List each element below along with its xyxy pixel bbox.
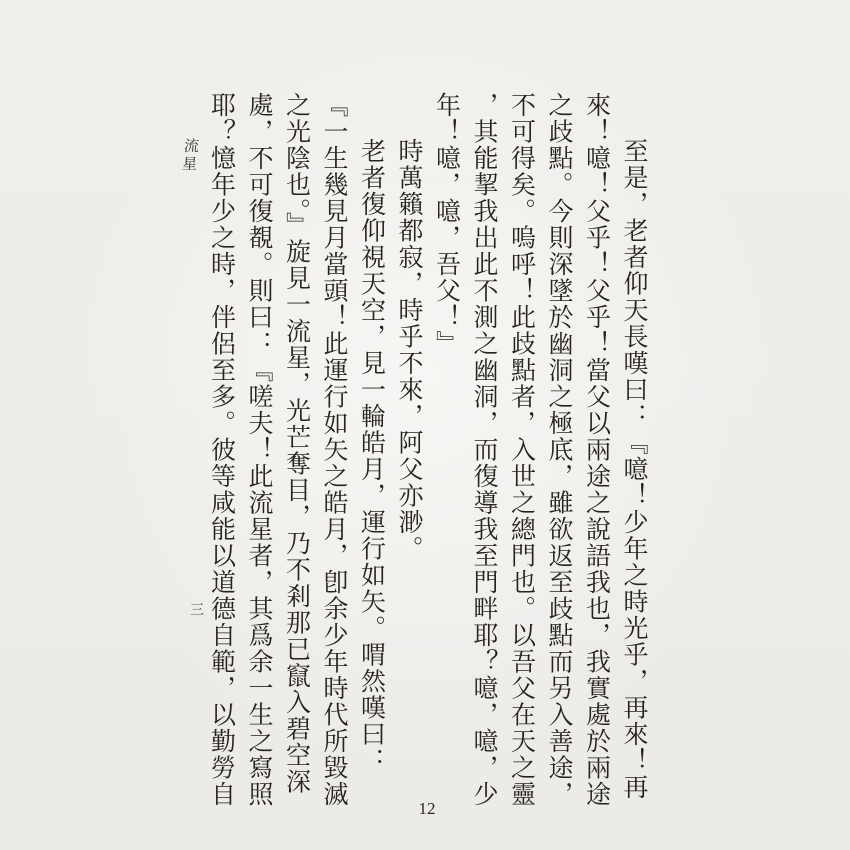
text-column: 之光陰也。』旋見一流星，光芒奪目，乃不剎那已竄入碧空深 bbox=[282, 92, 310, 795]
vertical-text-block bbox=[202, 92, 652, 818]
text-column: 處，不可復覩。則曰：『嗟夫！此流星者，其爲余一生之寫照 bbox=[245, 92, 272, 808]
text-column: 耶？憶年少之時，伴侶至多。彼等咸能以道德自範，以勤勞自 bbox=[207, 92, 235, 808]
text-column: 時萬籟都寂，時乎不來，阿父亦渺。 bbox=[395, 138, 422, 562]
page-number: 12 bbox=[418, 799, 436, 818]
text-column: 『一生幾見月當頭！此運行如矢之皓月，卽余少年時代所毀滅 bbox=[320, 92, 347, 808]
folio-number: 三 bbox=[188, 602, 203, 616]
text-column: 不可得矣。嗚呼！此歧點者，入世之總門也。以吾父在天之靈 bbox=[507, 92, 535, 808]
running-title: 流星 bbox=[179, 138, 199, 174]
text-column: 來！噫！父乎！父乎！當父以兩途之說語我也，我實處於兩途 bbox=[582, 92, 610, 808]
text-column: 之歧點。今則深墜於幽洞之極底，雖欲返至歧點而另入善途， bbox=[545, 92, 572, 808]
text-column: 年！噫，噫，吾父！』 bbox=[432, 92, 460, 357]
text-column: ，其能挈我出此不測之幽洞，而復導我至門畔耶？噫，噫，少 bbox=[470, 92, 497, 808]
text-column: 老者復仰視天空，見一輪皓月，運行如矢。喟然嘆曰： bbox=[357, 138, 385, 774]
text-column: 至是，老者仰天長嘆曰：『噫！少年之時光乎，再來！再 bbox=[620, 138, 647, 801]
